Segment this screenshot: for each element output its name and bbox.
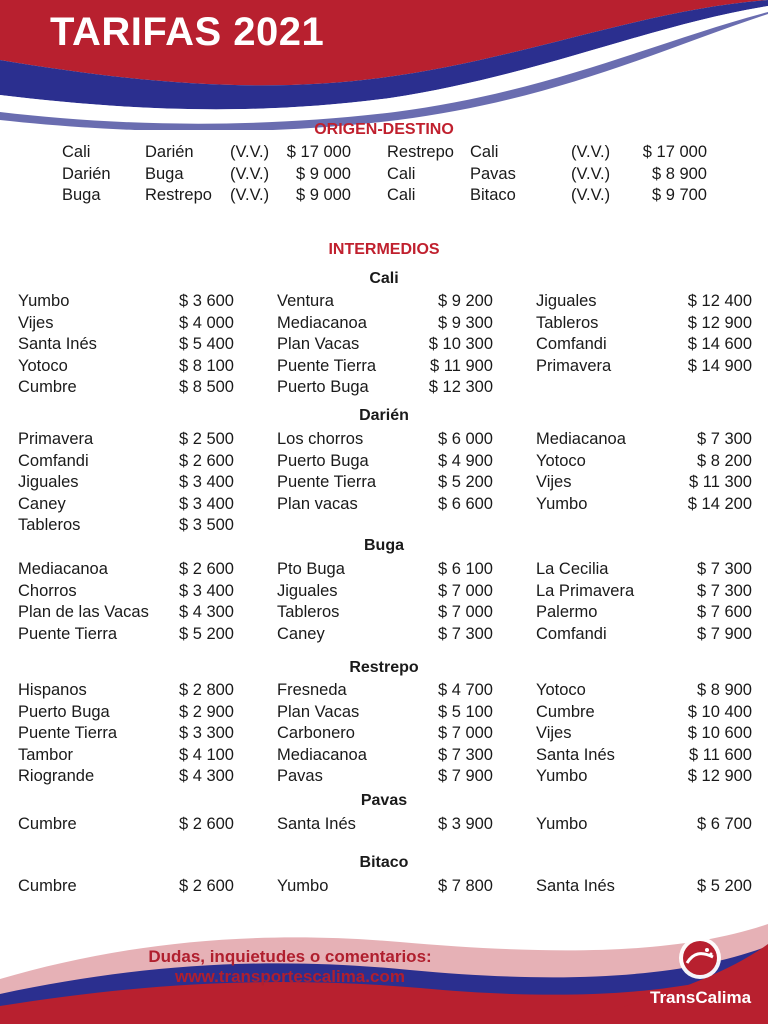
stop-price: $ 3 500	[178, 516, 234, 534]
stop-price: $ 4 300	[178, 767, 234, 785]
group-title-restrepo: Restrepo	[349, 659, 419, 676]
table-row	[0, 724, 768, 746]
group-restrepo-table	[0, 681, 768, 789]
stop-price: $ 11 600	[688, 745, 752, 764]
od-from: Cali	[387, 164, 416, 183]
stop-price: $ 4 000	[178, 313, 234, 332]
stop-price: $ 10 400	[687, 702, 752, 721]
stop-price: $ 3 600	[178, 292, 234, 310]
stop-name: Yumbo	[18, 292, 70, 310]
table-row	[0, 473, 768, 495]
stop-name: Yotoco	[536, 451, 586, 470]
stop-name: Los chorros	[277, 430, 364, 448]
table-row	[0, 767, 768, 789]
stop-name: Tableros	[18, 516, 81, 534]
stop-price: $ 7 300	[696, 581, 752, 600]
stop-price: $ 2 600	[178, 451, 234, 470]
stop-name: Jiguales	[536, 292, 597, 310]
stop-price: $ 8 900	[696, 681, 752, 699]
od-from: Cali	[387, 186, 416, 204]
stop-name: Puente Tierra	[18, 624, 118, 643]
stop-price: $ 5 100	[437, 702, 493, 721]
group-buga-table	[0, 560, 768, 646]
stop-price: $ 3 300	[178, 724, 234, 742]
od-price: $ 9 000	[295, 186, 351, 204]
logo-name: TransCalima	[650, 988, 752, 1007]
origen-destino-table	[0, 143, 768, 208]
stop-name: Mediacanoa	[277, 313, 367, 332]
od-price: $ 8 900	[651, 164, 707, 183]
stop-name: Riogrande	[18, 767, 95, 785]
stop-name: Jiguales	[18, 473, 79, 491]
stop-name: Jiguales	[277, 581, 338, 600]
stop-price: $ 7 600	[696, 603, 752, 621]
stop-name: Puerto Buga	[277, 378, 369, 396]
stop-name: Primavera	[18, 430, 94, 448]
table-row	[0, 560, 768, 582]
od-row	[0, 143, 768, 165]
stop-price: $ 7 300	[696, 430, 752, 448]
table-row	[0, 746, 768, 768]
stop-name: Palermo	[536, 603, 598, 621]
stop-name: Puerto Buga	[18, 702, 110, 721]
stop-name: Tambor	[18, 745, 74, 764]
stop-name: Chorros	[18, 581, 77, 600]
stop-price: $ 8 500	[178, 378, 234, 396]
table-row	[0, 703, 768, 725]
stop-price: $ 7 900	[437, 767, 493, 785]
group-cali-table	[0, 292, 768, 400]
stop-name: Carbonero	[277, 724, 355, 742]
stop-name: Mediacanoa	[18, 560, 108, 578]
group-darien-table	[0, 430, 768, 538]
stop-name: Puente Tierra	[277, 356, 377, 375]
stop-price: $ 7 300	[437, 624, 493, 643]
stop-price: $ 9 300	[437, 313, 493, 332]
od-price: $ 9 700	[651, 186, 707, 204]
stop-price: $ 11 900	[429, 356, 493, 375]
stop-name: Puente Tierra	[277, 473, 377, 491]
logo-emblem-icon	[677, 935, 723, 981]
stop-price: $ 7 900	[696, 624, 752, 643]
stop-price: $ 7 300	[437, 745, 493, 764]
group-title-darien: Darién	[359, 407, 409, 424]
group-title-bitaco: Bitaco	[359, 854, 409, 871]
stop-price: $ 12 900	[687, 767, 752, 785]
stop-name: Santa Inés	[18, 335, 97, 353]
stop-price: $ 12 400	[687, 292, 752, 310]
footer-contact-line: Dudas, inquietudes o comentarios:	[148, 947, 432, 966]
stop-price: $ 3 900	[437, 815, 493, 833]
stop-price: $ 7 000	[437, 581, 493, 600]
stop-name: Yumbo	[536, 815, 588, 833]
stop-name: Tableros	[277, 603, 340, 621]
stop-price: $ 3 400	[178, 473, 234, 491]
stop-name: Santa Inés	[536, 745, 615, 764]
stop-price: $ 3 400	[178, 494, 234, 513]
od-note: (V.V.)	[230, 186, 270, 204]
group-title-cali: Cali	[369, 270, 399, 287]
stop-price: $ 2 500	[178, 430, 234, 448]
stop-name: La Primavera	[536, 581, 635, 600]
stop-name: Ventura	[277, 292, 334, 310]
stop-price: $ 10 300	[428, 335, 493, 353]
table-row	[0, 582, 768, 604]
table-row	[0, 603, 768, 625]
stop-price: $ 4 300	[178, 603, 234, 621]
stop-name: Cumbre	[18, 877, 77, 895]
stop-name: Yumbo	[277, 877, 329, 895]
stop-price: $ 6 600	[437, 494, 493, 513]
table-row	[0, 378, 768, 400]
stop-name: Comfandi	[536, 335, 607, 353]
stop-price: $ 5 200	[178, 624, 234, 643]
stop-price: $ 4 700	[437, 681, 493, 699]
table-row	[0, 314, 768, 336]
stop-price: $ 7 300	[696, 560, 752, 578]
od-note: (V.V.)	[230, 143, 270, 161]
od-note: (V.V.)	[230, 164, 270, 183]
stop-price: $ 7 800	[437, 877, 493, 895]
stop-name: Vijes	[18, 313, 54, 332]
od-to: Buga	[145, 164, 184, 183]
stop-name: Yumbo	[536, 494, 588, 513]
stop-name: Tableros	[536, 313, 599, 332]
group-title-buga: Buga	[364, 537, 404, 554]
stop-price: $ 9 200	[437, 292, 493, 310]
stop-price: $ 14 900	[687, 356, 752, 375]
od-from: Cali	[62, 143, 91, 161]
stop-name: Cumbre	[536, 702, 595, 721]
stop-name: Mediacanoa	[536, 430, 626, 448]
stop-name: Yotoco	[18, 356, 68, 375]
stop-name: Plan Vacas	[277, 702, 360, 721]
group-title-pavas: Pavas	[360, 792, 408, 809]
stop-name: Yumbo	[536, 767, 588, 785]
stop-price: $ 4 100	[178, 745, 234, 764]
table-row	[0, 815, 768, 837]
table-row	[0, 495, 768, 517]
stop-name: Caney	[18, 494, 66, 513]
stop-name: Comfandi	[536, 624, 607, 643]
od-price: $ 9 000	[295, 164, 351, 183]
stop-price: $ 10 600	[687, 724, 752, 742]
stop-price: $ 12 900	[687, 313, 752, 332]
stop-name: Pavas	[277, 767, 323, 785]
od-to: Bitaco	[470, 186, 516, 204]
page-title: TARIFAS 2021	[50, 10, 325, 54]
table-row	[0, 681, 768, 703]
stop-name: Plan Vacas	[277, 335, 360, 353]
stop-name: Mediacanoa	[277, 745, 367, 764]
stop-price: $ 3 400	[178, 581, 234, 600]
od-price: $ 17 000	[642, 143, 707, 161]
stop-name: Santa Inés	[277, 815, 356, 833]
intermedios-title: INTERMEDIOS	[328, 241, 440, 258]
table-row	[0, 516, 768, 538]
od-note: (V.V.)	[571, 186, 611, 204]
stop-name: Comfandi	[18, 451, 89, 470]
stop-price: $ 8 200	[696, 451, 752, 470]
stop-name: Santa Inés	[536, 877, 615, 895]
stop-price: $ 2 900	[178, 702, 234, 721]
transcalima-logo	[650, 935, 750, 1008]
stop-price: $ 12 300	[428, 378, 493, 396]
stop-price: $ 5 400	[178, 335, 234, 353]
stop-name: Vijes	[536, 473, 572, 491]
table-row	[0, 292, 768, 314]
stop-name: Cumbre	[18, 815, 77, 833]
od-from: Darién	[62, 164, 111, 183]
origen-destino-title: ORIGEN-DESTINO	[314, 121, 454, 138]
stop-price: $ 6 700	[696, 815, 752, 833]
stop-price: $ 2 800	[178, 681, 234, 699]
od-price: $ 17 000	[286, 143, 351, 161]
table-row	[0, 357, 768, 379]
stop-price: $ 6 000	[437, 430, 493, 448]
stop-name: Hispanos	[18, 681, 87, 699]
stop-name: Puente Tierra	[18, 724, 118, 742]
stop-price: $ 2 600	[178, 877, 234, 895]
od-row	[0, 165, 768, 187]
stop-name: La Cecilia	[536, 560, 609, 578]
stop-name: Plan vacas	[277, 494, 358, 513]
od-note: (V.V.)	[571, 143, 611, 161]
stop-price: $ 2 600	[178, 560, 234, 578]
stop-name: Vijes	[536, 724, 572, 742]
od-to: Pavas	[470, 164, 516, 183]
od-from: Restrepo	[387, 143, 454, 161]
od-to: Cali	[470, 143, 499, 161]
od-to: Darién	[145, 143, 194, 161]
stop-price: $ 2 600	[178, 815, 234, 833]
stop-name: Pto Buga	[277, 560, 345, 578]
stop-name: Fresneda	[277, 681, 347, 699]
stop-price: $ 7 000	[437, 603, 493, 621]
table-row	[0, 625, 768, 647]
stop-name: Puerto Buga	[277, 451, 369, 470]
table-row	[0, 452, 768, 474]
od-note: (V.V.)	[571, 164, 611, 183]
stop-price: $ 8 100	[178, 356, 234, 375]
od-to: Restrepo	[145, 186, 212, 204]
stop-name: Primavera	[536, 356, 612, 375]
stop-price: $ 6 100	[437, 560, 493, 578]
group-pavas-table	[0, 815, 768, 837]
stop-name: Caney	[277, 624, 325, 643]
od-from: Buga	[62, 186, 101, 204]
od-row	[0, 186, 768, 208]
table-row	[0, 335, 768, 357]
stop-price: $ 7 000	[437, 724, 493, 742]
stop-price: $ 4 900	[437, 451, 493, 470]
table-row	[0, 430, 768, 452]
stop-price: $ 5 200	[696, 877, 752, 895]
stop-price: $ 5 200	[437, 473, 493, 491]
stop-name: Cumbre	[18, 378, 77, 396]
stop-price: $ 14 600	[687, 335, 752, 353]
stop-price: $ 14 200	[687, 494, 752, 513]
footer-website-link[interactable]: www.transportescalima.com	[175, 967, 405, 986]
stop-name: Yotoco	[536, 681, 586, 699]
stop-price: $ 11 300	[688, 473, 752, 491]
stop-name: Plan de las Vacas	[18, 603, 149, 621]
